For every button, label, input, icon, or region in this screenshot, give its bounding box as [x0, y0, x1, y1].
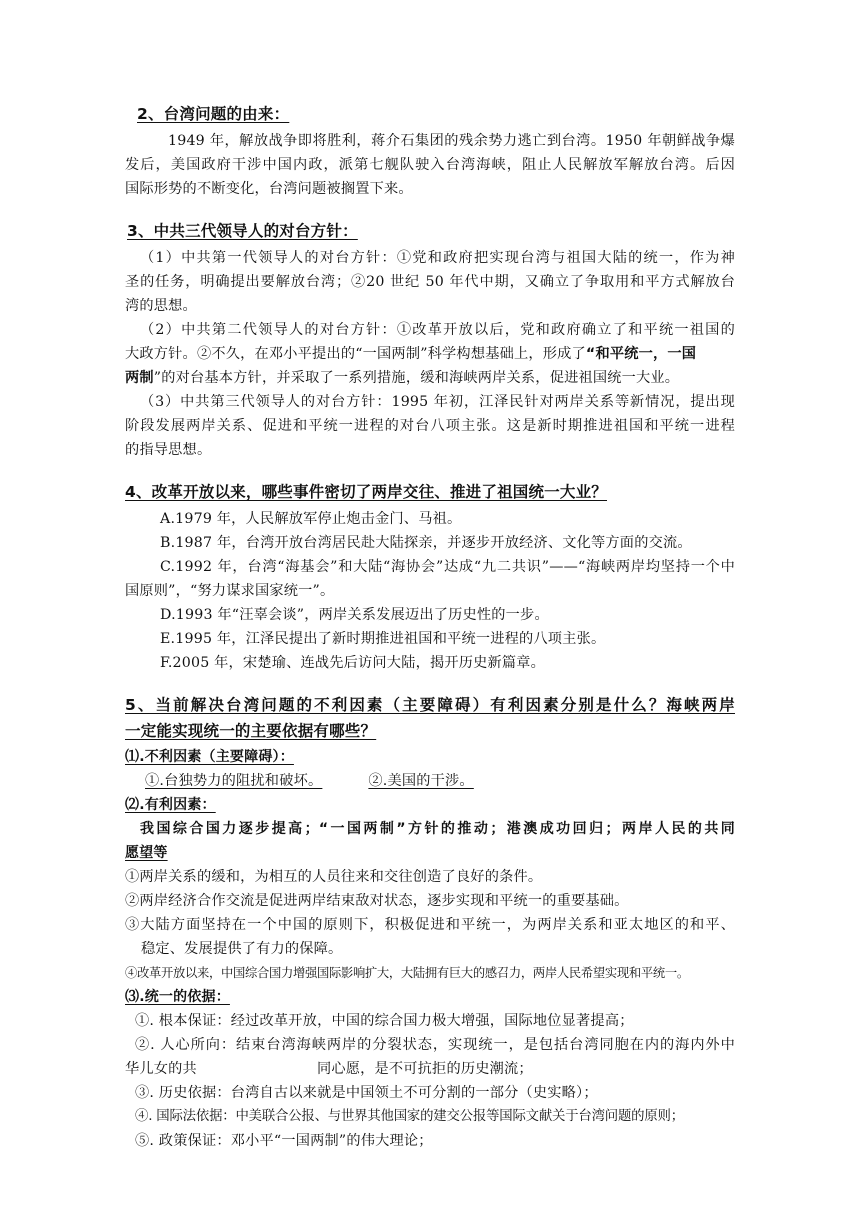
favorable-item-4: ④改革开放以来，中国综合国力增强国际影响扩大，大陆拥有巨大的感召力，两岸人民希望实现和平统一。 [125, 966, 689, 980]
section-4-heading: 4、改革开放以来，哪些事件密切了两岸交往、推进了祖国统一大业？ [125, 483, 607, 501]
unfavorable-item-1: ①.台独势力的阻扰和破坏。 [145, 773, 323, 789]
section-3-item-3-line-3: 的指导思想。 [125, 442, 212, 458]
section-3-item-1-line-2: 圣的任务，明确提出要解放台湾；②20 世纪 50 年代中期，又确立了争取用和平方式解放台 [125, 274, 735, 290]
event-e: E.1995 年，江泽民提出了新时期推进祖国和平统一进程的八项主张。 [160, 631, 606, 647]
basis-item-2-text-b: 同心愿，是不可抗拒的历史潮流； [316, 1061, 533, 1077]
event-a: A.1979 年，人民解放军停止炮击金门、马祖。 [160, 511, 462, 527]
favorable-item-3-line-2: 稳定、发展提供了有力的保障。 [141, 941, 343, 957]
section-2-line-2: 发后，美国政府干涉中国内政，派第七舰队驶入台湾海峡，阻止人民解放军解放台湾。后因 [125, 157, 735, 173]
event-d: D.1993 年“汪辜会谈”，两岸关系发展迈出了历史性的一步。 [160, 607, 549, 623]
favorable-item-3-line-1: ③大陆方面坚持在一个中国的原则下，积极促进和平统一，为两岸关系和亚太地区的和平、 [125, 917, 735, 933]
section-3-heading: 3、中共三代领导人的对台方针： [127, 222, 358, 240]
basis-item-1: ①. 根本保证：经过改革开放，中国的综合国力极大增强，国际地位显著提高； [135, 1013, 634, 1029]
unfavorable-factors [145, 769, 755, 793]
basis-item-2-line-1: ②. 人心所向：结束台湾海峡两岸的分裂状态，实现统一，是包括台湾同胞在内的海内外中 [135, 1037, 735, 1053]
section-2-line-3: 国际形势的不断变化，台湾问题被搁置下来。 [125, 181, 413, 197]
section-3-item-1-line-3: 湾的思想。 [125, 298, 197, 314]
unfavorable-item-2: ②.美国的干涉。 [368, 773, 474, 789]
favorable-summary-line-2 [125, 841, 735, 865]
favorable-title: ⑵.有利因素： [125, 797, 216, 813]
section-2-line-1: 1949 年，解放战争即将胜利，蒋介石集团的残余势力逃亡到台湾。1950 年朝鲜战争爆 [168, 133, 735, 149]
section-3-item-2-line-3 [125, 366, 735, 390]
section-3-item-2-line-1: （2）中共第二代领导人的对台方针：①改革开放以后，党和政府确立了和平统一祖国的 [140, 322, 735, 338]
basis-item-5: ⑤. 政策保证：邓小平“一国两制”的伟大理论； [135, 1133, 433, 1149]
section-3-item-3-line-1: （3）中共第三代领导人的对台方针：1995 年初，江泽民针对两岸关系等新情况，提出现 [140, 394, 735, 410]
section-3-item-3-line-2: 阶段发展两岸关系、促进和平统一进程的对台八项主张。这是新时期推进祖国和平统一进程 [125, 418, 735, 434]
favorable-item-2: ②两岸经济合作交流是促进两岸结束敌对状态，逐步实现和平统一的重要基础。 [125, 893, 629, 909]
event-c-line-1: C.1992 年，台湾“海基会”和大陆“海协会”达成“九二共识”——“海峡两岸均坚持一个中 [160, 559, 735, 575]
section-2-heading: 2、台湾问题的由来： [137, 105, 290, 123]
unfavorable-title: ⑴.不利因素（主要障碍）： [125, 749, 294, 765]
event-f: F.2005 年，宋楚瑜、连战先后访问大陆，揭开历史新篇章。 [160, 655, 546, 671]
policy-text-cont: ”的对台基本方针，并采取了一系列措施，缓和海峡两岸关系，促进祖国统一大业。 [153, 370, 680, 386]
favorable-item-1: ①两岸关系的缓和，为相互的人员往来和交往创造了良好的条件。 [125, 869, 543, 885]
policy-bold-cont: 两制 [125, 370, 154, 386]
policy-bold: “和平统一，一国 [585, 346, 697, 362]
event-b: B.1987 年，台湾开放台湾居民赴大陆探亲，并逐步开放经济、文化等方面的交流。 [160, 535, 692, 551]
basis-item-2-line-2 [125, 1057, 735, 1081]
favorable-summary-line-1: 我国综合国力逐步提高；“一国两制”方针的推动；港澳成功回归；两岸人民的共同 [140, 821, 735, 837]
section-3-item-2-line-2 [125, 342, 735, 366]
favorable-summary-text: 愿望等 [125, 845, 168, 861]
section-5-heading-line-2: 一定能实现统一的主要依据有哪些？ [125, 722, 377, 740]
section-5-heading-line-1: 5、当前解决台湾问题的不利因素（主要障碍）有利因素分别是什么？海峡两岸 [125, 696, 735, 714]
event-c-line-2: 国原则”，“努力谋求国家统一”。 [125, 583, 335, 599]
section-3-item-1-line-1: （1）中共第一代领导人的对台方针：①党和政府把实现台湾与祖国大陆的统一，作为神 [140, 250, 735, 266]
basis-item-2-text-a: 华儿女的共 [125, 1061, 197, 1077]
basis-item-4: ④. 国际法依据：中美联合公报、与世界其他国家的建交公报等国际文献关于台湾问题的原则； [135, 1109, 684, 1124]
basis-item-3: ③. 历史依据：台湾自古以来就是中国领土不可分割的一部分（史实略）； [135, 1085, 598, 1101]
policy-text: 大政方针。②不久，在邓小平提出的“一国两制”科学构想基础上，形成了 [125, 346, 586, 362]
basis-title: ⑶.统一的依据： [125, 989, 230, 1005]
